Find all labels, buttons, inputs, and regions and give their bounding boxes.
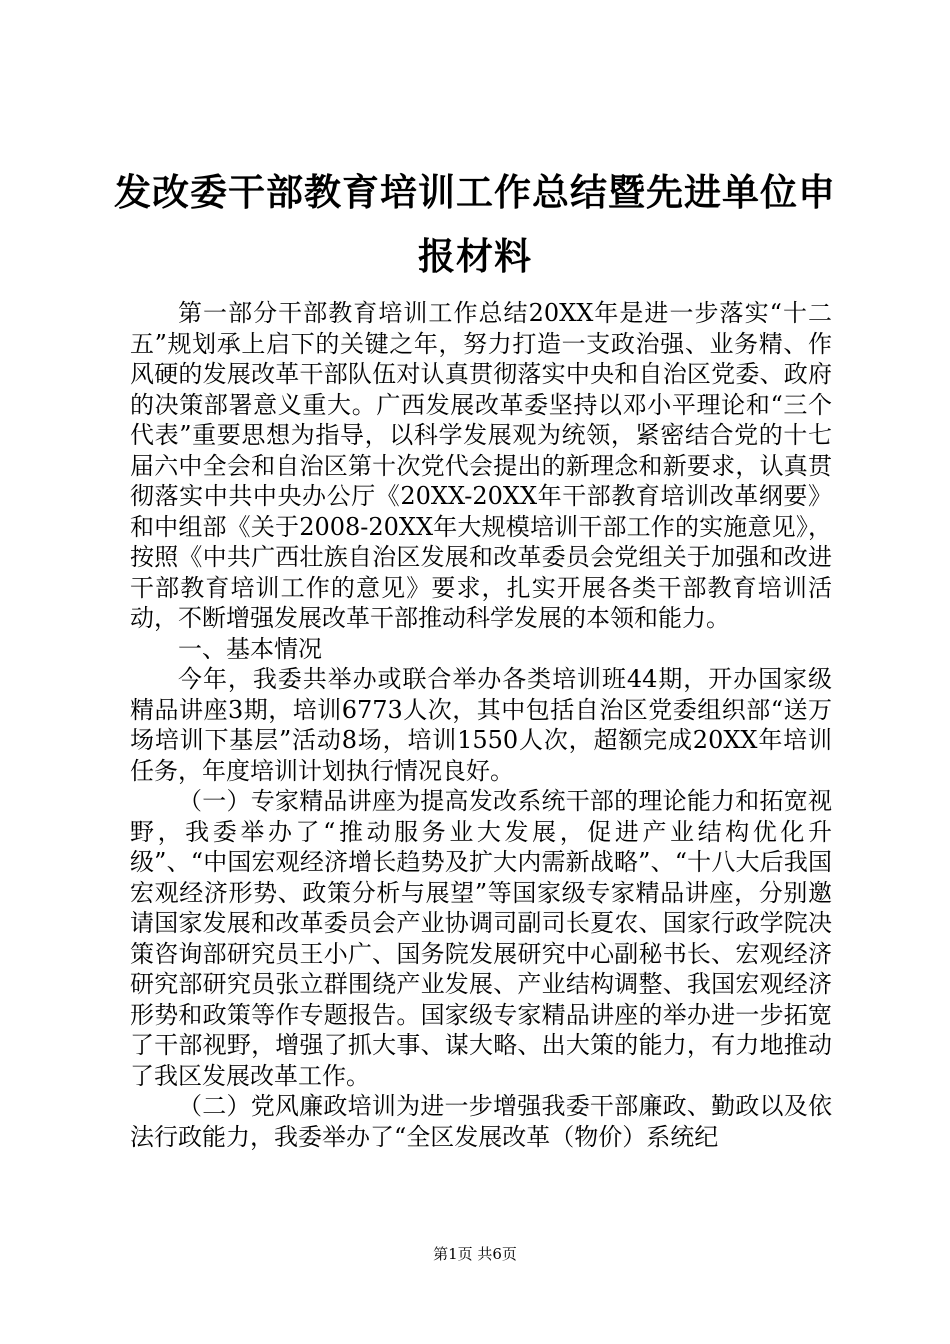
paragraph-integrity-training: （二）党风廉政培训为进一步增强我委干部廉政、勤政以及依法行政能力，我委举办了“全区发展改革（物价）系统纪: [130, 1092, 832, 1151]
paragraph-expert-lectures: （一）专家精品讲座为提高发改系统干部的理论能力和拓宽视野，我委举办了“推动服务业大发展，促进产业结构优化升级”、“中国宏观经济增长趋势及扩大内需新战略”、“十八大后我国宏观经济形势、政策分析与展望”等国家级专家精品讲座，分别邀请国家发展和改革委员会产业协调司副司长夏农、国家行政学院决策咨询部研究员王小广、国务院发展研究中心副秘书长、宏观经济研究部研究员张立群围绕产业发展、产业结构调整、我国宏观经济形势和政策等作专题报告。国家级专家精品讲座的举办进一步拓宽了干部视野，增强了抓大事、谋大略、出大策的能力，有力地推动了我区发展改革工作。: [130, 787, 832, 1090]
paragraph-basic-situation: 今年，我委共举办或联合举办各类培训班44期，开办国家级精品讲座3期，培训6773人次，其中包括自治区党委组织部“送万场培训下基层”活动8场，培训1550人次，超额完成20XX年培训任务，年度培训计划执行情况良好。: [130, 665, 832, 785]
section-heading-basic-situation: 一、基本情况: [178, 634, 322, 663]
document-body: [130, 298, 832, 1152]
page-footer: 第1页 共6页: [433, 1245, 517, 1263]
document-title: 发改委干部教育培训工作总结暨先进单位申报材料: [114, 170, 836, 278]
paragraph-intro: 第一部分干部教育培训工作总结20XX年是进一步落实“十二五”规划承上启下的关键之年，努力打造一支政治强、业务精、作风硬的发展改革干部队伍对认真贯彻落实中央和自治区党委、政府的决策部署意义重大。广西发展改革委坚持以邓小平理论和“三个代表”重要思想为指导，以科学发展观为统领，紧密结合党的十七届六中全会和自治区第十次党代会提出的新理念和新要求，认真贯彻落实中共中央办公厅《20XX-20XX年干部教育培训改革纲要》和中组部《关于2008-20XX年大规模培训干部工作的实施意见》，按照《中共广西壮族自治区发展和改革委员会党组关于加强和改进干部教育培训工作的意见》要求，扎实开展各类干部教育培训活动，不断增强发展改革干部推动科学发展的本领和能力。: [130, 299, 832, 632]
